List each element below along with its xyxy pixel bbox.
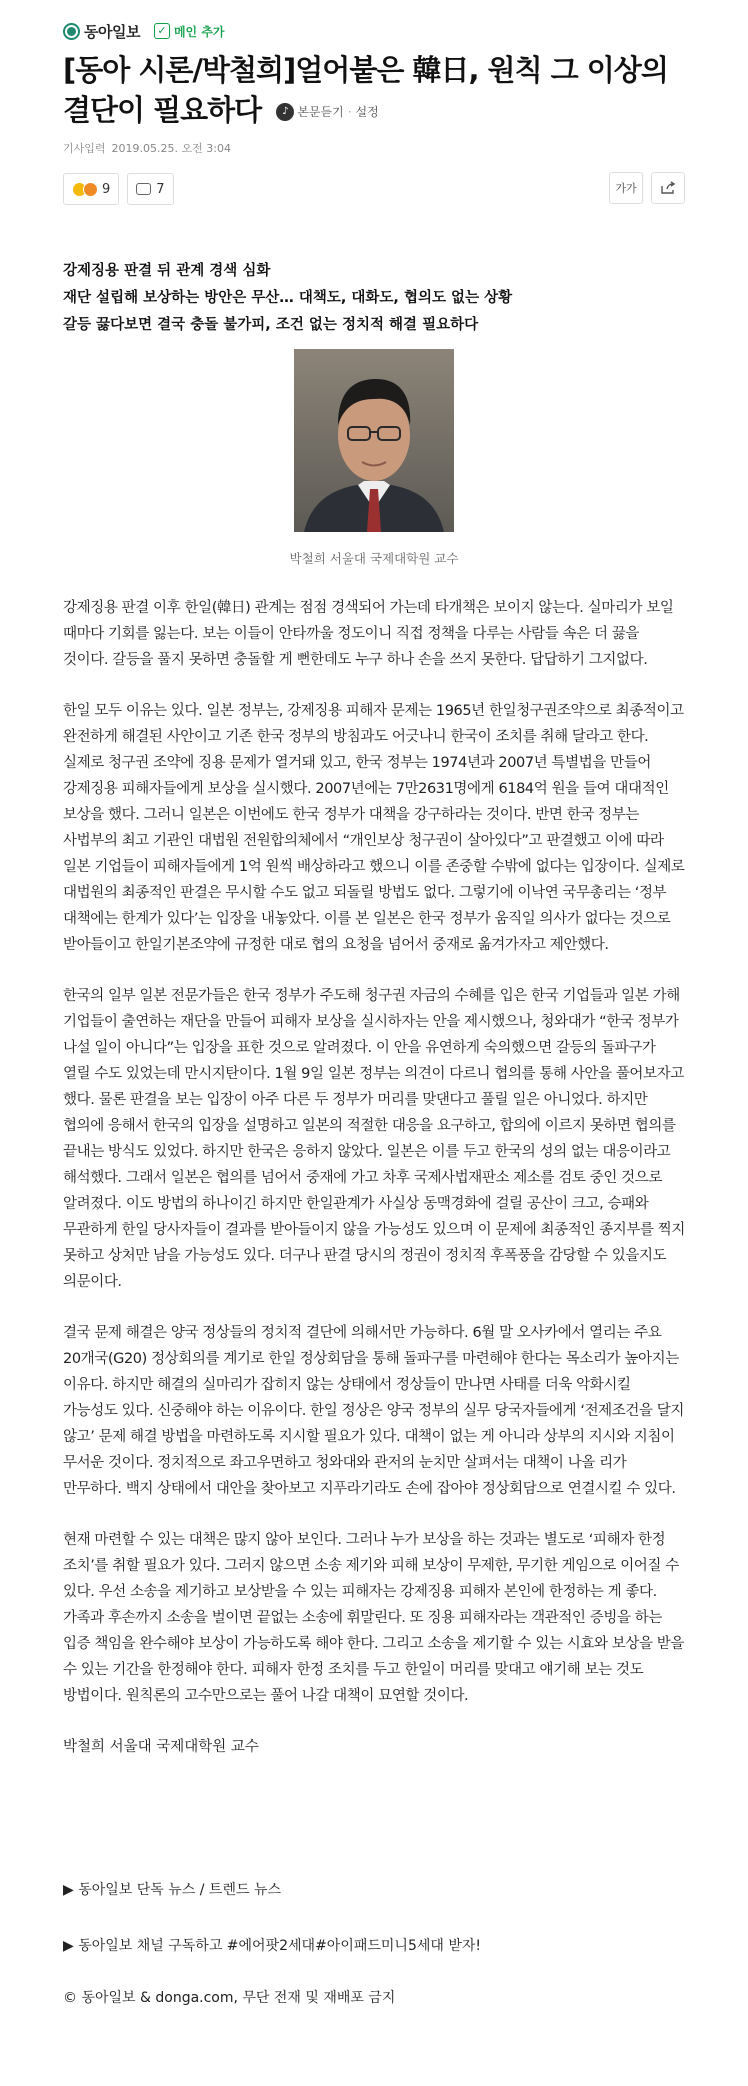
footer-links xyxy=(63,1879,685,2007)
publish-datetime: 2019.05.25. 오전 3:04 xyxy=(111,142,231,155)
check-icon: ✓ xyxy=(154,23,170,39)
article-paragraph: 강제징용 판결 이후 한일(韓日) 관계는 점점 경색되어 가는데 타개책은 보이지 않는다. 실마리가 보일 때마다 기회를 잃는다. 보는 이들이 안타까울 정도이니 직접 정책을 다루는 사람들 속은 더 끓을 것이다. 갈등을 풀지 못하면 충돌할 게 뻔한데도 누구 하나 손을 쓰지 못한다. 답답하기 그지없다. xyxy=(63,600,674,668)
photo-block xyxy=(63,349,685,567)
share-icon xyxy=(660,181,676,195)
article-paragraph: 현재 마련할 수 있는 대책은 많지 않아 보인다. 그러나 누가 보상을 하는 것과는 별도로 ‘피해자 한정 조치’를 취할 필요가 있다. 그러지 않으면 소송 제기와 피해 보상이 무제한, 무기한 게임으로 이어질 수 있다. 우선 소송을 제기하고 보상받을 수 있는 피해자는 강제징용 피해자 본인에 한정하는 게 좋다. 가족과 후손까지 소송을 벌이면 끝없는 소송에 휘말린다. 또 징용 피해자라는 객관적인 증빙을 하는 입증 책임을 완수해야 보상이 가능하도록 해야 한다. 그리고 소송을 제기할 수 있는 시효와 보상을 받을 수 있는 기간을 한정해야 한다. 피해자 한정 조치를 두고 한일이 머리를 맞대고 얘기해 보는 것도 방법이다. 원칙론의 고수만으로는 풀어 나갈 대책이 묘연할 것이다. xyxy=(63,1532,685,1704)
headline-tools xyxy=(276,92,378,132)
article-paragraph: 한일 모두 이유는 있다. 일본 정부는, 강제징용 피해자 문제는 1965년 한일청구권조약으로 최종적이고 완전하게 해결된 사안이고 기존 한국 정부의 방침과도 어긋나니 한국이 조치를 취해 달라고 한다. 실제로 청구권 조약에 징용 문제가 열거돼 있고, 한국 정부는 1974년과 2007년 특별법을 만들어 강제징용 피해자들에게 보상을 실시했다. 2007년에는 7만2631명에게 6184억 원을 들여 대대적인 보상을 했다. 그러니 일본은 이번에도 한국 정부가 대책을 강구하라는 것이다. 반면 한국 정부는 사법부의 최고 기관인 대법원 전원합의체에서 “개인보상 청구권이 살아있다”고 판결했고 이에 따라 일본 기업들이 피해자들에게 1억 원씩 배상하라고 했으니 이를 존중할 수밖에 없다는 입장이다. 실제로 대법원의 최종적인 판결은 무시할 수도 없고 되돌릴 방법도 없다. 그렇기에 이낙연 국무총리는 ‘정부 대책에는 한계가 있다’는 입장을 내놓았다. 이를 본 일본은 한국 정부가 움직일 의사가 없다는 것으로 받아들이고 한일기본조약에 규정한 대로 협의 요청을 넘어서 중재로 옮겨가자고 제안했다. xyxy=(63,703,685,953)
article-subtitles xyxy=(63,258,685,339)
reaction-bar xyxy=(63,172,685,206)
emoji-count: 9 xyxy=(102,181,111,197)
speaker-icon[interactable]: ♪ xyxy=(276,103,294,121)
meta-label: 기사입력 xyxy=(63,142,106,155)
emoji-reaction-button[interactable] xyxy=(63,173,119,205)
author-photo[interactable] xyxy=(294,349,454,532)
subtitle-line: 재단 설립해 보상하는 방안은 무산… 대책도, 대화도, 협의도 없는 상황 xyxy=(63,290,513,306)
comment-icon xyxy=(136,183,151,195)
tool-separator: · xyxy=(347,105,352,119)
comment-button[interactable] xyxy=(127,173,173,205)
logo-icon xyxy=(63,23,80,40)
photo-caption: 박철희 서울대 국제대학원 교수 xyxy=(289,551,459,566)
article-paragraph: 한국의 일부 일본 전문가들은 한국 정부가 주도해 청구권 자금의 수혜를 입은 한국 기업들과 일본 가해 기업들이 출연하는 재단을 만들어 피해자 보상을 실시하자는 안을 제시했으나, 청와대가 “한국 정부가 나설 일이 아니다”는 입장을 표한 것으로 알려졌다. 이 안을 유연하게 숙의했으면 갈등의 돌파구가 열릴 수도 있었는데 만시지탄이다. 1월 9일 일본 정부는 의견이 다르니 협의를 통해 사안을 풀어보자고 했다. 물론 판결을 보는 입장이 아주 다른 두 정부가 머리를 맞댄다고 풀릴 일은 아니었다. 하지만 협의에 응해서 한국의 입장을 설명하고 일본의 적절한 대응을 요구하고, 합의에 이르지 못하면 협의를 끝내는 방식도 있었다. 하지만 한국은 응하지 않았다. 일본은 이를 두고 한국의 성의 없는 대응이라고 해석했다. 그래서 일본은 협의를 넘어서 중재에 가고 차후 국제사법재판소 제소를 검토 중인 것으로 알려졌다. 이도 방법의 하나이긴 하지만 한일관계가 사실상 동맥경화에 걸릴 공산이 크고, 승패와 무관하게 한일 당사자들이 결과를 받아들이지 않을 가능성도 있으며 이 문제에 최종적인 종지부를 찍지 못하고 상처만 남을 가능성도 있다. 더구나 판결 당시의 정권이 정치적 후폭풍을 감당할 수 있을지도 의문이다. xyxy=(63,988,686,1290)
article-meta xyxy=(63,140,685,156)
comment-count: 7 xyxy=(156,181,165,197)
exclusive-news-link[interactable]: ▶ 동아일보 단독 뉴스 / 트렌드 뉴스 xyxy=(63,1882,281,1898)
article-headline xyxy=(63,50,685,132)
top-bar xyxy=(63,18,685,44)
headline-text: [동아 시론/박철희]얼어붙은 韓日, 원칙 그 이상의 결단이 필요하다 xyxy=(63,53,668,127)
portrait-image xyxy=(294,349,454,532)
main-add-button[interactable] xyxy=(154,23,225,40)
share-button[interactable] xyxy=(651,172,685,204)
article-paragraph: 결국 문제 해결은 양국 정상들의 정치적 결단에 의해서만 가능하다. 6월 말 오사카에서 열리는 주요 20개국(G20) 정상회의를 계기로 한일 정상회담을 통해 돌파구를 마련해야 한다는 목소리가 높아지는 이유다. 하지만 해결의 실마리가 잡히지 않는 상태에서 정상들이 만나면 사태를 더욱 악화시킬 가능성도 있다. 신중해야 하는 이유이다. 한일 정상은 양국 정부의 실무 당국자들에게 ‘전제조건을 달지 않고’ 문제 해결 방법을 마련하도록 지시할 필요가 있다. 대책이 없는 게 아니라 상부의 지시와 지침이 무서운 것이다. 정치적으로 좌고우면하고 청와대와 관저의 눈치만 살펴서는 대책이 나올 리가 만무하다. 백지 상태에서 대안을 찾아보고 지푸라기라도 손에 잡아야 정상회담으로 연결시킬 수 있다. xyxy=(63,1325,685,1497)
settings-button[interactable]: 설정 xyxy=(355,105,379,119)
logo-text: 동아일보 xyxy=(84,22,140,41)
press-logo[interactable] xyxy=(63,21,140,42)
channel-subscribe-link[interactable]: ▶ 동아일보 채널 구독하고 #에어팟2세대#아이패드미니5세대 받자! xyxy=(63,1938,482,1954)
author-byline: 박철희 서울대 국제대학원 교수 xyxy=(63,1739,259,1755)
copyright-notice: © 동아일보 & donga.com, 무단 전재 및 재배포 금지 xyxy=(63,1990,396,2006)
listen-button[interactable]: 본문듣기 xyxy=(297,105,344,119)
subtitle-line: 갈등 끓다보면 결국 충돌 불가피, 조건 없는 정치적 해결 필요하다 xyxy=(63,317,479,333)
sad-emoji-icon xyxy=(83,182,98,197)
font-size-button[interactable]: 가가 xyxy=(609,172,643,204)
article-body xyxy=(63,595,685,1760)
main-add-label: 메인 추가 xyxy=(173,24,225,39)
right-tools xyxy=(601,172,685,204)
subtitle-line: 강제징용 판결 뒤 관계 경색 심화 xyxy=(63,263,271,279)
